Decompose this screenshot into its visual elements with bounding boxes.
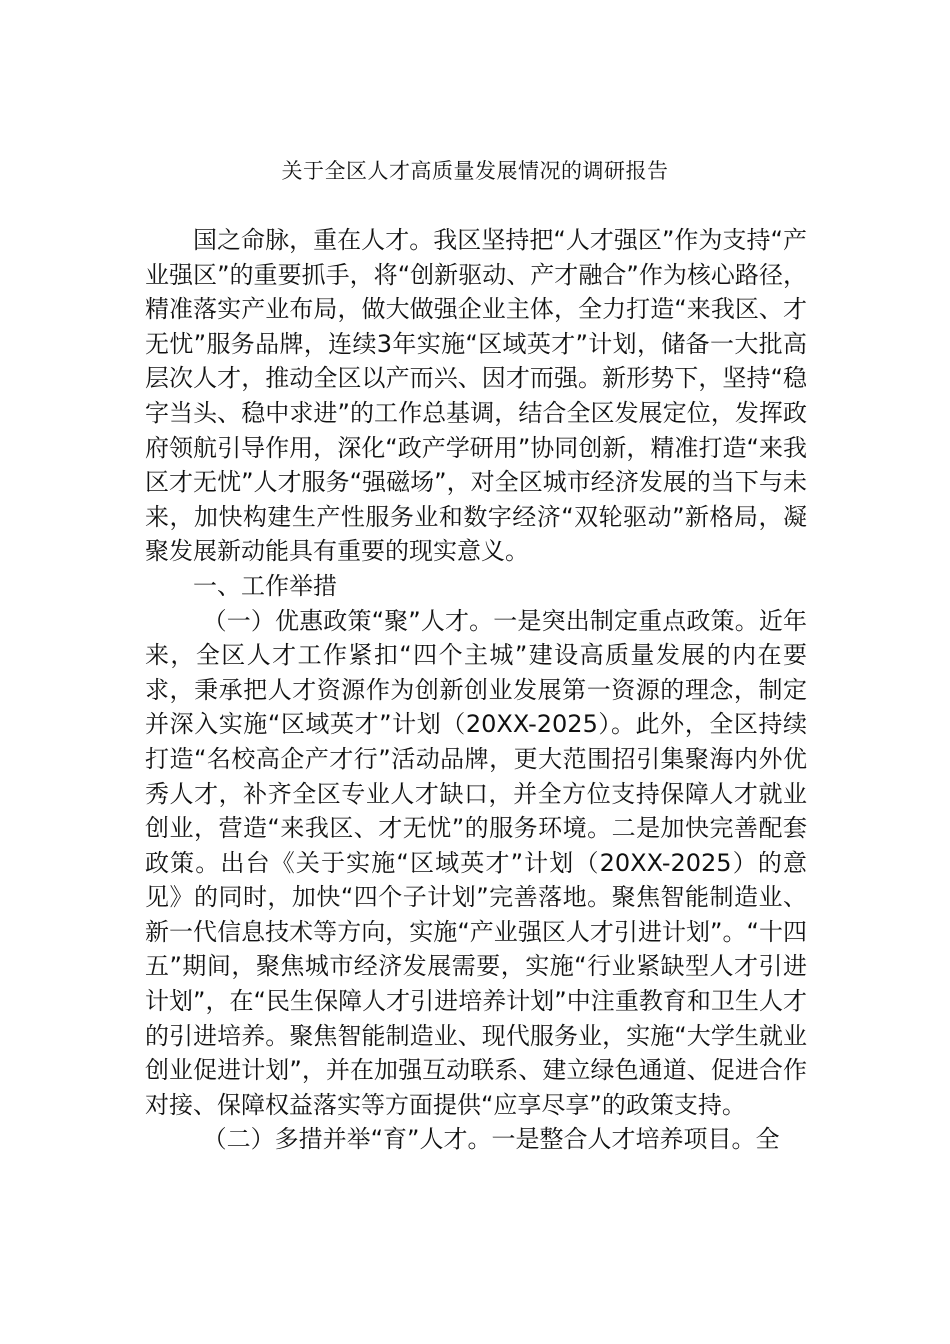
document-title: 关于全区人才高质量发展情况的调研报告 xyxy=(281,159,669,183)
intro-paragraph: 国之命脉，重在人才。我区坚持把“人才强区”作为支持“产业强区”的重要抓手，将“创新驱动、产才融合”作为核心路径，精准落实产业布局，做大做强企业主体，全力打造“来我区、才无忧”服务品牌，连续3年实施“区域英才”计划，储备一大批高层次人才，推动全区以产而兴、因才而强。新形势下，坚持“稳字当头、稳中求进”的工作总基调，结合全区发展定位，发挥政府领航引导作用，深化“政产学研用”协同创新，精准打造“来我区才无忧”人才服务“强磁场”，对全区城市经济发展的当下与未来，加快构建生产性服务业和数字经济“双轮驱动”新格局，凝聚发展新动能具有重要的现实意义。 xyxy=(145,226,807,566)
subsection-cultivation-paragraph: （二）多措并举“育”人才。一是整合人才培养项目。全 xyxy=(202,1125,780,1154)
document-body xyxy=(145,223,807,1157)
section-heading-work-measures: 一、工作举措 xyxy=(193,571,337,600)
subsection-policy-paragraph: （一）优惠政策“聚”人才。一是突出制定重点政策。近年来，全区人才工作紧扣“四个主城”建设高质量发展的内在要求，秉承把人才资源作为创新创业发展第一资源的理念，制定并深入实施“区域英才”计划（20XX-2025）。此外，全区持续打造“名校高企产才行”活动品牌，更大范围招引集聚海内外优秀人才，补齐全区专业人才缺口，并全方位支持保障人才就业创业，营造“来我区、才无忧”的服务环境。二是加快完善配套政策。出台《关于实施“区域英才”计划（20XX-2025）的意见》的同时，加快“四个子计划”完善落地。聚焦智能制造业、新一代信息技术等方向，实施“产业强区人才引进计划”。“十四五”期间，聚焦城市经济发展需要，实施“行业紧缺型人才引进计划”，在“民生保障人才引进培养计划”中注重教育和卫生人才的引进培养。聚焦智能制造业、现代服务业，实施“大学生就业创业促进计划”，并在加强互动联系、建立绿色通道、促进合作对接、保障权益落实等方面提供“应享尽享”的政策支持。 xyxy=(145,606,807,1119)
